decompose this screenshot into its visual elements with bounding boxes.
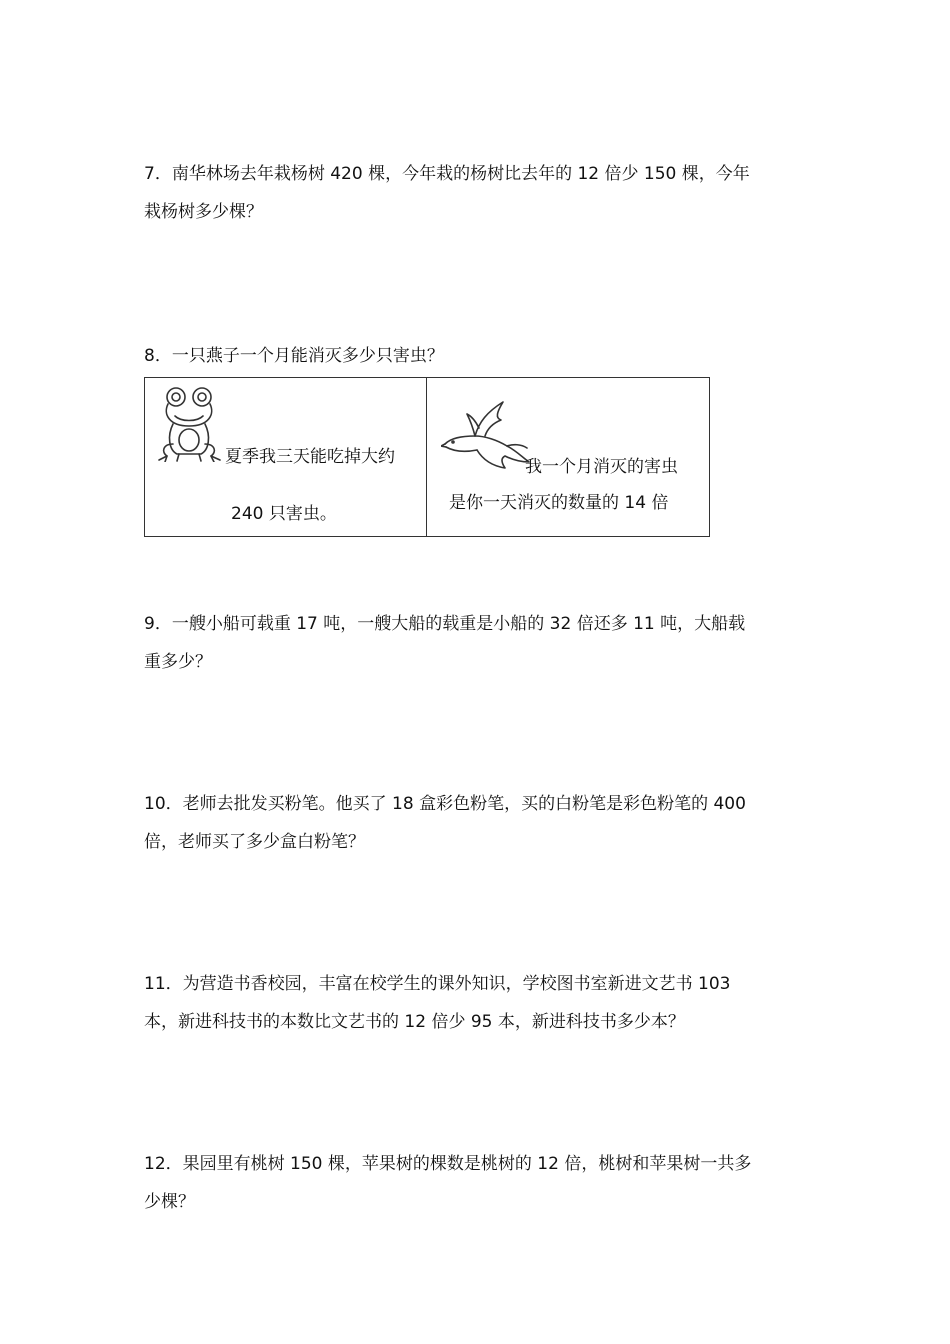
frog-speech-line-2: 240 只害虫。 [231, 504, 337, 524]
question-8 [144, 337, 824, 375]
question-7-line-1: 7．南华林场去年栽杨树 420 棵，今年栽的杨树比去年的 12 倍少 150 棵，今年 [144, 164, 750, 184]
question-9-line-2: 重多少？ [144, 652, 212, 672]
question-8-line-1: 8．一只燕子一个月能消灭多少只害虫？ [144, 346, 444, 366]
question-12 [144, 1145, 824, 1221]
question-7-line-2: 栽杨树多少棵？ [144, 202, 263, 222]
question-9 [144, 605, 824, 681]
question-9-line-1: 9．一艘小船可载重 17 吨，一艘大船的载重是小船的 32 倍还多 11 吨，大船载 [144, 614, 746, 634]
swallow-speech-line-1: 我一个月消灭的害虫 [525, 457, 678, 477]
question-10-line-2: 倍，老师买了多少盒白粉笔？ [144, 832, 365, 852]
swallow-cell [427, 378, 709, 536]
frog-cell [145, 378, 427, 536]
question-11-line-1: 11．为营造书香校园，丰富在校学生的课外知识，学校图书室新进文艺书 103 [144, 974, 731, 994]
swallow-speech-line-2: 是你一天消灭的数量的 14 倍 [449, 493, 669, 513]
question-10-line-1: 10．老师去批发买粉笔。他买了 18 盒彩色粉笔，买的白粉笔是彩色粉笔的 400 [144, 794, 746, 814]
question-7 [144, 155, 824, 231]
question-12-line-1: 12．果园里有桃树 150 棵，苹果树的棵数是桃树的 12 倍，桃树和苹果树一共多 [144, 1154, 752, 1174]
question-12-line-2: 少棵？ [144, 1192, 195, 1212]
frog-speech-line-1: 夏季我三天能吃掉大约 [225, 447, 395, 467]
question-8-figure-table [144, 377, 710, 537]
frog-icon [157, 384, 223, 462]
swallow-icon [441, 400, 531, 470]
question-11-line-2: 本，新进科技书的本数比文艺书的 12 倍少 95 本，新进科技书多少本？ [144, 1012, 685, 1032]
question-10 [144, 785, 824, 861]
question-11 [144, 965, 824, 1041]
